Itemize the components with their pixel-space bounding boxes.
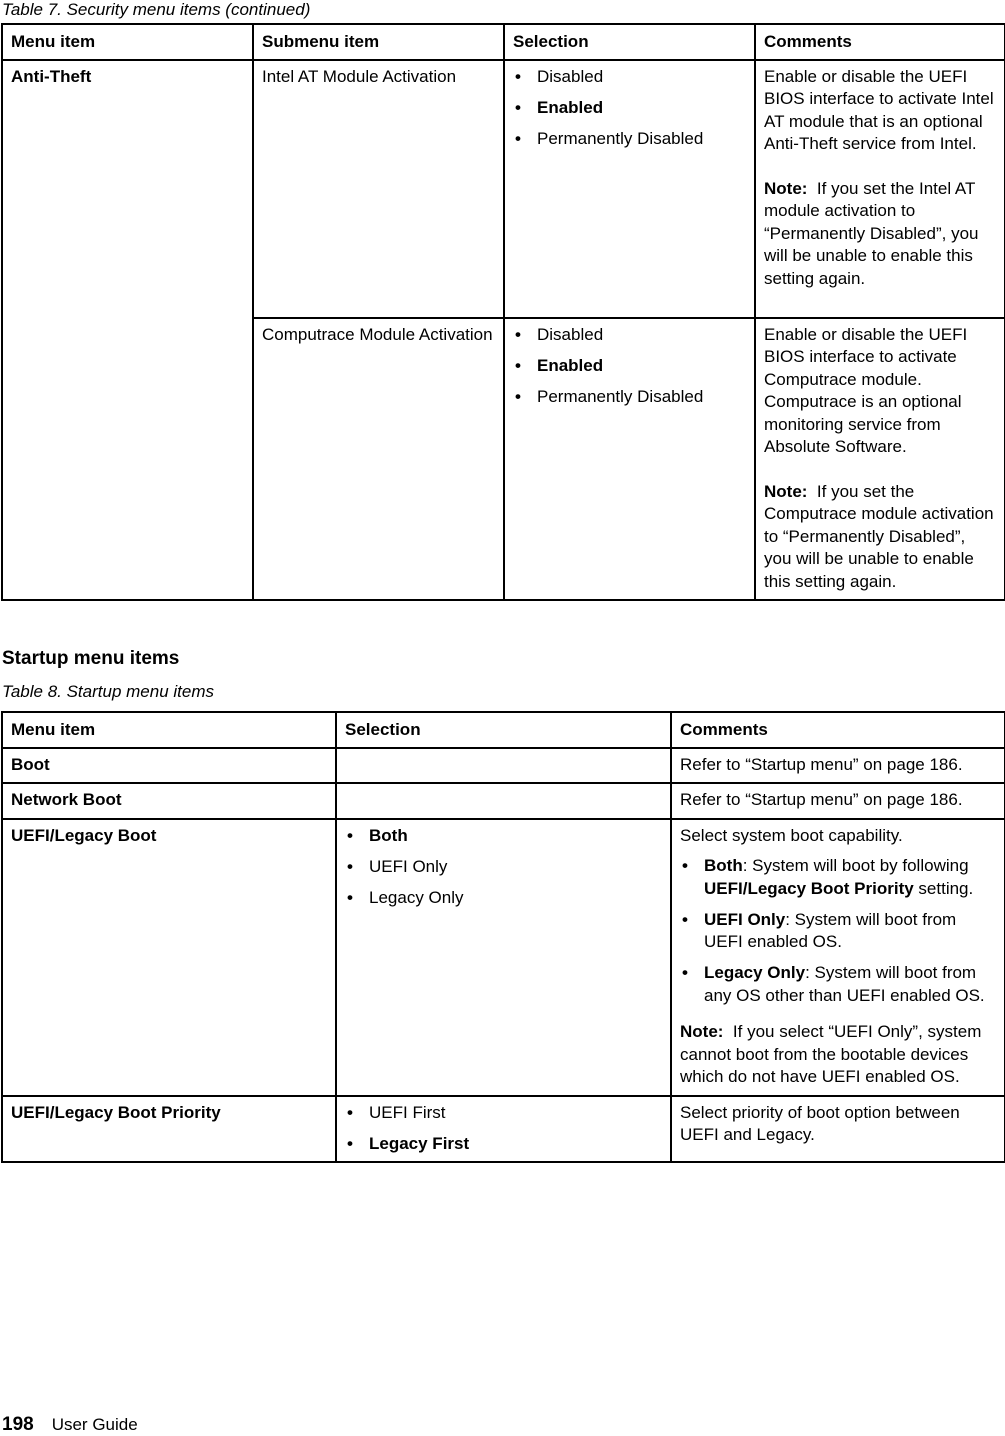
submenu-intel-at: Intel AT Module Activation <box>253 60 504 318</box>
note <box>680 1021 996 1089</box>
detail-ref: UEFI/Legacy Boot Priority <box>704 878 914 898</box>
comment-priority: Select priority of boot option between UEFI and Legacy. <box>671 1096 1005 1163</box>
option-disabled: • Disabled <box>513 324 746 347</box>
table-row <box>2 748 1005 784</box>
option-disabled: • Disabled <box>513 66 746 89</box>
option-legacy-only: • Legacy Only <box>345 887 662 910</box>
table-row <box>2 819 1005 1096</box>
menu-item-network-boot: Network Boot <box>2 783 336 819</box>
note <box>764 481 996 594</box>
option-enabled: • Enabled <box>513 355 746 378</box>
detail-label: Legacy Only <box>704 963 806 982</box>
startup-menu-table <box>1 711 1005 1163</box>
option-uefi-only: • UEFI Only <box>345 856 662 879</box>
header-selection: Selection <box>336 712 671 748</box>
detail-legacy-only <box>680 962 996 1007</box>
table-header-row <box>2 712 1005 748</box>
note-text: If you set the Intel AT module activation to “Permanently Disabled”, you will be unable to enable this setting again. <box>764 178 979 288</box>
section-title: Startup menu items <box>2 648 180 669</box>
comment-text: Enable or disable the UEFI BIOS interface to activate Computrace module. Computrace is an optional monitoring service from Absolute Software. <box>764 324 968 456</box>
menu-item-uefi-legacy-boot: UEFI/Legacy Boot <box>2 819 336 1096</box>
detail-text: : System will boot by following <box>742 856 969 875</box>
comment-cell <box>755 318 1005 601</box>
submenu-computrace: Computrace Module Activation <box>253 318 504 601</box>
option-permanently-disabled: • Permanently Disabled <box>513 128 746 151</box>
header-comments: Comments <box>755 24 1005 60</box>
selection-cell <box>336 783 671 819</box>
note <box>764 178 996 291</box>
header-comments: Comments <box>671 712 1005 748</box>
menu-item-boot: Boot <box>2 748 336 784</box>
menu-item-uefi-legacy-priority: UEFI/Legacy Boot Priority <box>2 1096 336 1163</box>
selection-cell <box>336 819 671 1096</box>
table7-caption: Table 7. Security menu items (continued) <box>2 0 311 19</box>
option-both: • Both <box>345 825 662 848</box>
security-menu-table <box>1 23 1005 601</box>
table-header-row <box>2 24 1005 60</box>
table-row <box>2 60 1005 318</box>
page-footer <box>2 1414 138 1436</box>
option-uefi-first: • UEFI First <box>345 1102 662 1125</box>
selection-cell <box>504 318 755 601</box>
note-text: If you select “UEFI Only”, system cannot boot from the bootable devices which do not have UEFI enabled OS. <box>680 1022 982 1086</box>
option-permanently-disabled: • Permanently Disabled <box>513 386 746 409</box>
comment-boot: Refer to “Startup menu” on page 186. <box>671 748 1005 784</box>
note-label: Note: <box>680 1022 724 1041</box>
comment-cell <box>755 60 1005 318</box>
header-menu-item: Menu item <box>2 24 253 60</box>
header-submenu-item: Submenu item <box>253 24 504 60</box>
option-enabled: • Enabled <box>513 97 746 120</box>
guide-title: User Guide <box>51 1415 138 1434</box>
header-selection: Selection <box>504 24 755 60</box>
detail-label: UEFI Only <box>704 909 786 929</box>
detail-both <box>680 855 996 900</box>
note-text: If you set the Computrace module activation to “Permanently Disabled”, you will be unable to enable this setting again. <box>764 481 994 591</box>
table8-caption: Table 8. Startup menu items <box>2 682 214 701</box>
comment-network-boot: Refer to “Startup menu” on page 186. <box>671 783 1005 819</box>
selection-cell <box>504 60 755 318</box>
table-row <box>2 1096 1005 1163</box>
note-label: Note: <box>764 178 808 198</box>
page-number: 198 <box>2 1414 34 1435</box>
option-legacy-first: • Legacy First <box>345 1133 662 1156</box>
selection-cell <box>336 748 671 784</box>
selection-cell <box>336 1096 671 1163</box>
detail-uefi-only <box>680 909 996 954</box>
detail-label: Both <box>704 856 743 875</box>
detail-text: : System will boot from any OS other than UEFI enabled OS. <box>704 963 985 1005</box>
detail-text: : System will boot from UEFI enabled OS. <box>704 909 957 951</box>
comment-cell <box>671 819 1005 1096</box>
header-menu-item: Menu item <box>2 712 336 748</box>
menu-item-anti-theft: Anti-Theft <box>2 60 253 601</box>
comment-text: Select system boot capability. <box>680 825 903 845</box>
table-row <box>2 783 1005 819</box>
detail-tail: setting. <box>913 878 974 898</box>
comment-text: Enable or disable the UEFI BIOS interface to activate Intel AT module that is an optional Anti-Theft service from Intel. <box>764 66 994 153</box>
note-label: Note: <box>764 481 808 501</box>
